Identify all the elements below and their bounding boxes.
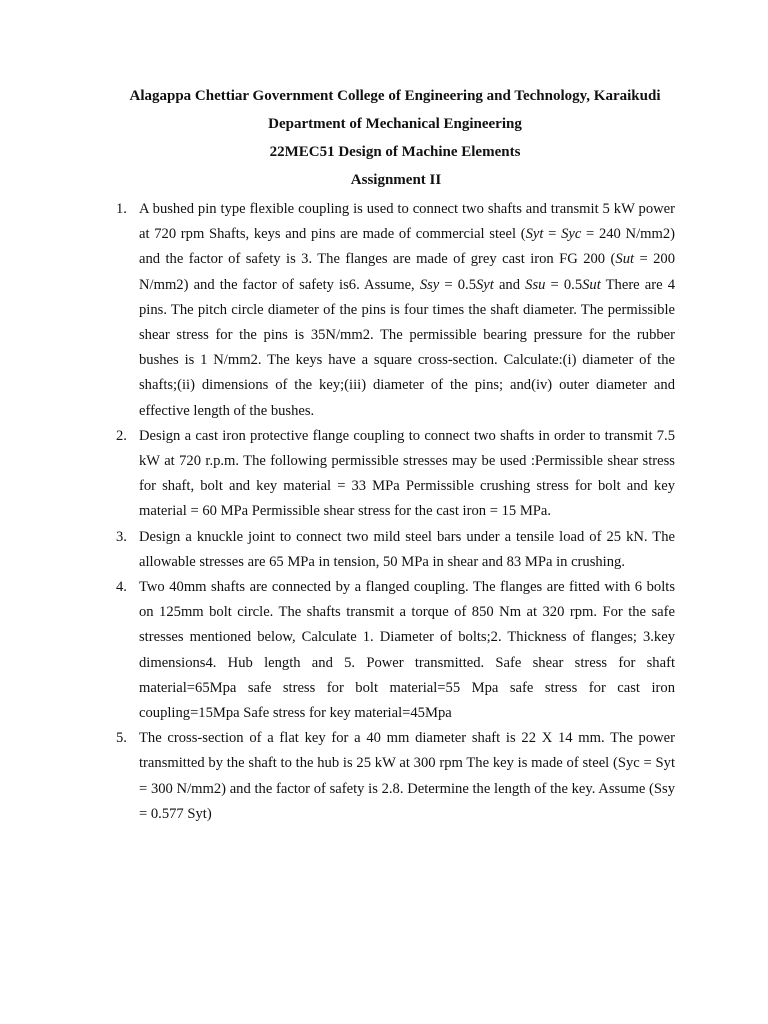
- question-number: 3.: [116, 528, 127, 545]
- course-title: 22MEC51 Design of Machine Elements: [269, 144, 521, 160]
- college-name: Alagappa Chettiar Government College of Engineering and Technology, Karaikudi: [129, 88, 661, 104]
- question-text: Design a knuckle joint to connect two mild steel bars under a tensile load of 25 kN. The allowable stresses are 65 MPa in tension, 50 MPa in shear and 83 MPa in crushing.: [139, 528, 675, 570]
- question-4: [110, 575, 675, 726]
- assignment-title: Assignment II: [350, 172, 442, 188]
- department-name: Department of Mechanical Engineering: [268, 116, 522, 132]
- question-number: 2.: [116, 427, 127, 444]
- question-text: Design a cast iron protective flange coupling to connect two shafts in order to transmit 7.5 kW at 720 r.p.m. The following permissible stresses may be used :Permissible shear stress for shaft, bolt and key material = 33 MPa Permissible crushing stress for bolt and key material = 60 MPa Permissible shear stress for the cast iron = 15 MPa.: [139, 427, 675, 520]
- question-text: Two 40mm shafts are connected by a flanged coupling. The flanges are fitted with 6 bolts on 125mm bolt circle. The shafts transmit a torque of 850 Nm at 320 rpm. For the safe stresses mentioned below, Calculate 1. Diameter of bolts;2. Thickness of flanges; 3.key dimensions4. Hub length and 5. Power transmitted. Safe shear stress for shaft material=65Mpa safe stress for bolt material=55 Mpa safe stress for cast iron coupling=15Mpa Safe stress for key material=45Mpa: [139, 579, 675, 722]
- question-1: [110, 197, 675, 424]
- question-3: [110, 525, 675, 575]
- question-5: [110, 726, 675, 827]
- question-number: 1.: [116, 201, 127, 217]
- question-number: 4.: [116, 579, 127, 596]
- question-text: A bushed pin type flexible coupling is used to connect two shafts and transmit 5 kW power at 720 rpm Shafts, keys and pins are made of commercial steel (Syt = Syc = 240 N/mm2) and the factor of safety is 3. The flanges are made of grey cast iron FG 200 (Sut = 200 N/mm2) and the factor of safety is6. Assume, Ssy = 0.5Syt and Ssu = 0.5Sut There are 4 pins. The pitch circle diameter of the pins is four times the shaft diameter. The permissible shear stress for the pins is 35N/mm2. The permissible bearing pressure for the rubber bushes is 1 N/mm2. The keys have a square cross-section. Calculate:(i) diameter of the shafts;(ii) dimensions of the key;(iii) diameter of the pins; and(iv) outer diameter and effective length of the bushes.: [139, 201, 676, 419]
- question-list: [110, 197, 675, 827]
- question-number: 5.: [116, 730, 127, 747]
- question-text: The cross-section of a flat key for a 40 mm diameter shaft is 22 X 14 mm. The power transmitted by the shaft to the hub is 25 kW at 300 rpm The key is made of steel (Syc = Syt = 300 N/mm2) and the factor of safety is 2.8. Determine the length of the key. Assume (Ssy = 0.577 Syt): [139, 730, 675, 822]
- question-2: [110, 424, 675, 525]
